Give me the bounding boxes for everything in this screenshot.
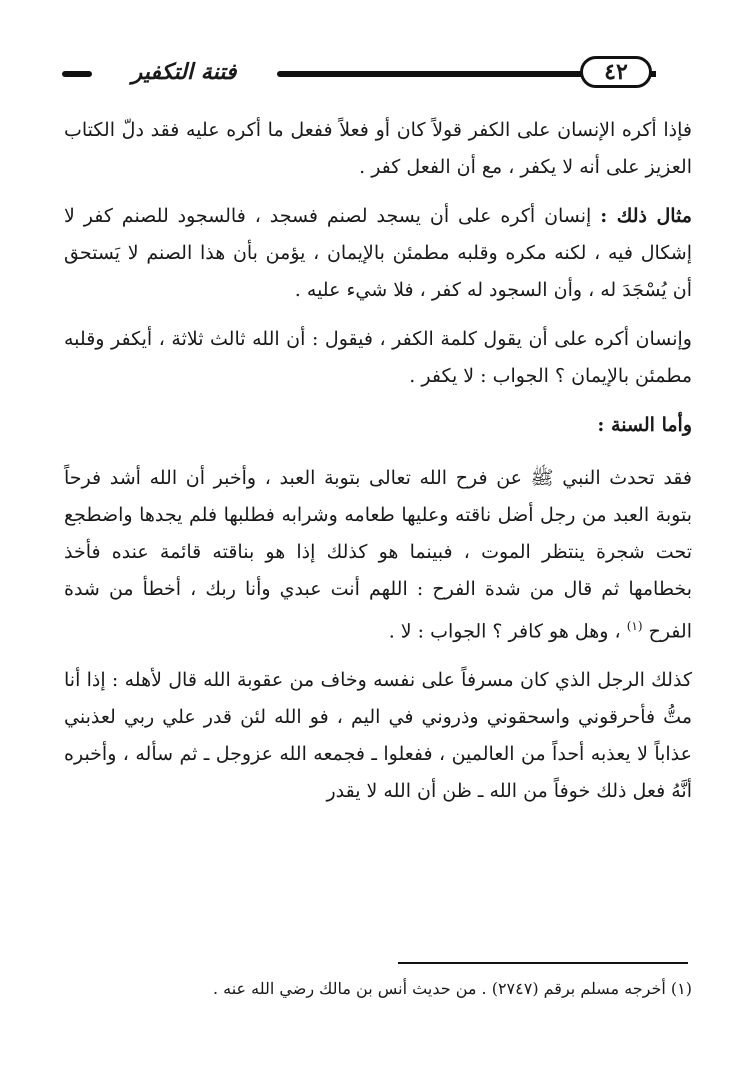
page-body (64, 112, 692, 822)
paragraph-1: فإذا أكره الإنسان على الكفر قولاً كان أو فعلاً ففعل ما أكره عليه فقد دلّ الكتاب العزيز على أنه لا يكفر ، مع أن الفعل كفر . (64, 119, 692, 178)
paragraph-4 (64, 460, 692, 650)
footnote-reference[interactable]: (١) (626, 619, 643, 633)
section-heading-sunnah: وأما السنة : (597, 414, 692, 436)
paragraph-4-end: ، وهل هو كافر ؟ الجواب : لا . (388, 620, 621, 643)
paragraph-2-text: إنسان أكره على أن يسجد لصنم فسجد ، فالسجود للصنم كفر لا إشكال فيه ، لكنه مكره وقلبه مطمئن بالإيمان ، يؤمن بأن هذا الصنم لا يَستحق أن يُسْجَدَ له ، وأن السجود له كفر ، فلا شيء عليه . (64, 205, 692, 301)
paragraph-2 (64, 198, 692, 309)
paragraph-3: وإنسان أكره على أن يقول كلمة الكفر ، فيقول : أن الله ثالث ثلاثة ، أيكفر وقلبه مطمئن بالإيمان ؟ الجواب : لا يكفر . (64, 328, 692, 387)
header-rule-right (277, 71, 632, 77)
page-header (62, 52, 684, 96)
footnote-1: (١) أخرجه مسلم برقم (٢٧٤٧) . من حديث أنس بن مالك رضي الله عنه . (212, 979, 692, 998)
example-lead: مثال ذلك : (600, 205, 692, 227)
footnote-separator (398, 962, 688, 964)
page-number: ٤٢ (580, 56, 652, 88)
running-title: فتنة التكفير (131, 59, 237, 85)
paragraph-5: كذلك الرجل الذي كان مسرفاً على نفسه وخاف من عقوبة الله قال لأهله : إذا أنا متُّ فأحرقوني واسحقوني وذروني في اليم ، فو الله لئن قدر علي ربي لعذبني عذاباً لا يعذبه أحداً من العالمين ، ففعلوا ـ فجمعه الله عزوجل ـ ثم سأله ، وأخبره أنَّهُ فعل ذلك خوفاً من الله ـ ظن أن الله لا يقدر (64, 669, 692, 803)
paragraph-4-text: فقد تحدث النبي ﷺ عن فرح الله تعالى بتوبة العبد ، وأخبر أن الله أشد فرحاً بتوبة العبد من رجل أضل ناقته وعليها طعامه وشرابه فطلبها فلم يجدها واضطجع تحت شجرة ينتظر الموت ، فبينما هو كذلك إذا هو بناقته قائمة عنده فأخذ بخطامها ثم قال من شدة الفرح : اللهم أنت عبدي وأنا ربك ، أخطأ من شدة الفرح (64, 467, 692, 643)
header-rule-left (62, 71, 92, 77)
